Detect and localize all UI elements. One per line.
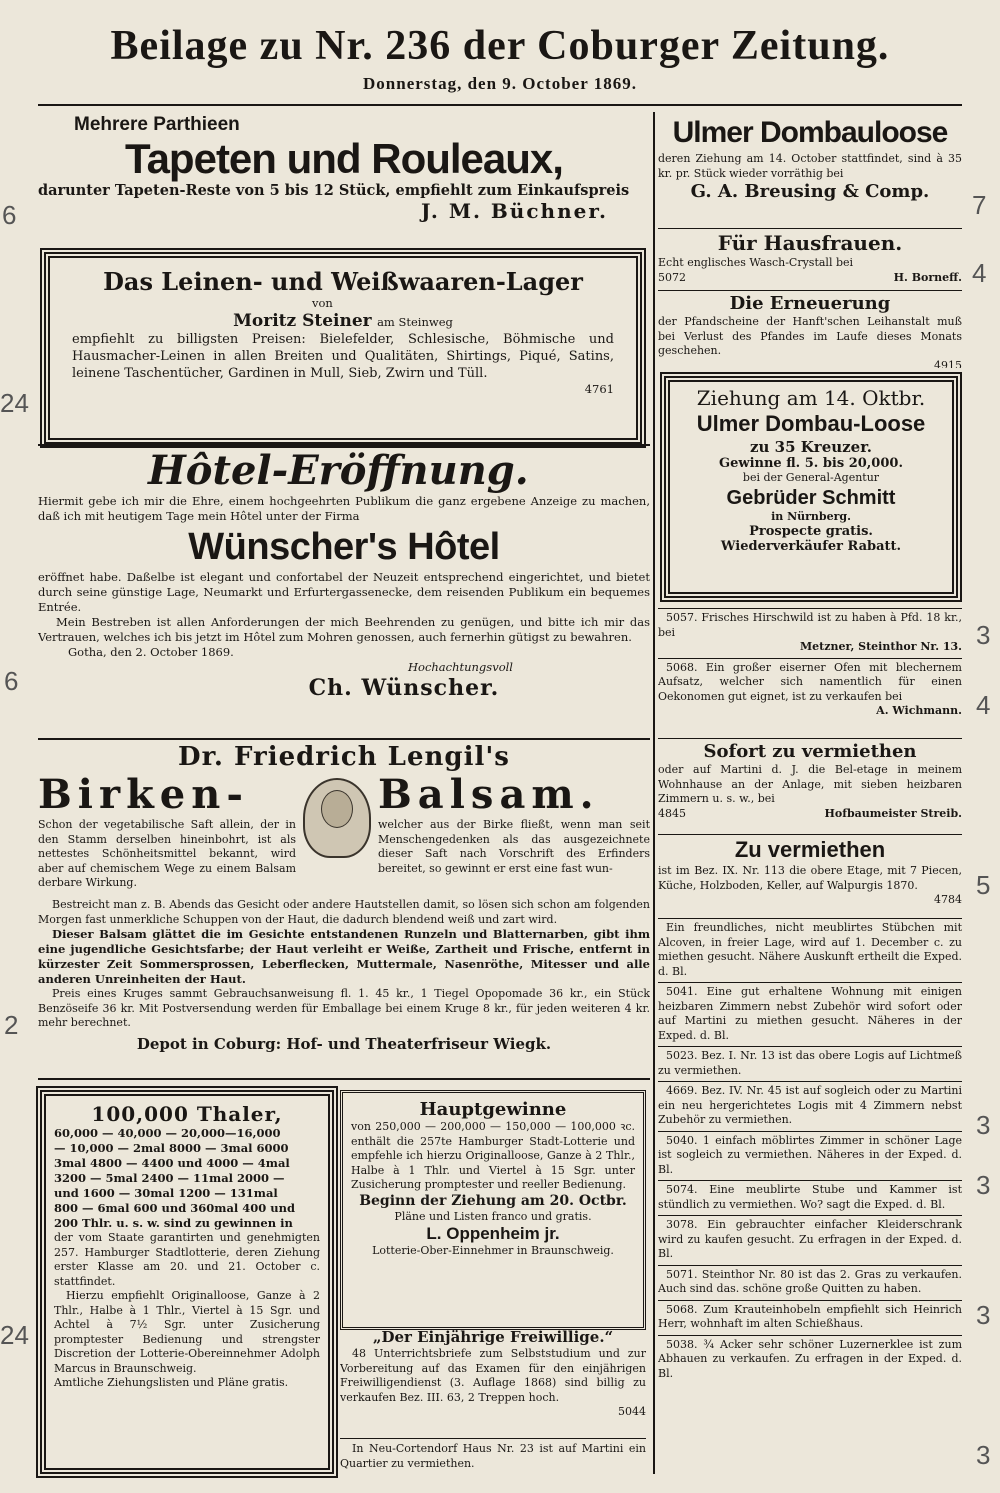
hotel-p1: Hiermit gebe ich mir die Ehre, einem hochgeehrten Publikum die ganz ergebene Anzeige zu machen, daß ich mit heutigem Tage mein Hôtel unter der Firma bbox=[38, 494, 650, 523]
classified-item: 3078. Ein gebrauchter einfacher Kleiderschrank wird zu kaufen gesucht. Zu erfragen in der Exped. d. Bl. bbox=[658, 1218, 962, 1260]
margin-note: 3 bbox=[976, 1170, 991, 1200]
rule bbox=[658, 1265, 962, 1266]
ad-quartier bbox=[340, 1442, 646, 1478]
balsam-right: welcher aus der Birke fließt, wenn man seit Menschengedenken als das ausgezeichnete dieser Saft nach Vorschrift des Erfinders bereitet, so gewinnt er erst eine fast wun- bbox=[378, 818, 650, 875]
balsam-headline: Dr. Friedrich Lengil's bbox=[178, 742, 510, 772]
rule bbox=[658, 290, 962, 291]
margin-note: 3 bbox=[976, 1110, 991, 1140]
tapeten-headline: Tapeten und Rouleaux, bbox=[125, 135, 563, 182]
balsam-p2: Dieser Balsam glättet die im Gesichte entstandenen Runzeln und Blatternarben, gibt ihm eine jugendliche Gesichtsfarbe; der Haut verleiht er Weiße, Zartheit und Frische, entfernt in kürzester Zeit Sommersprossen, Leberflecken, Muttermale, Nasenröthe, Mitesser und alle anderen Unreinheiten der Haut. bbox=[38, 927, 650, 986]
balsam-p3: Preis eines Kruges sammt Gebrauchsanweisung fl. 1. 45 kr., 1 Tiegel Opopomade 36 kr., ein Stück Benzöseife 36 kr. Mit Postversendung werden für Emballage bei einem Kruge 8 kr., für jeden weiteren 4 kr. mehr berechnet. bbox=[38, 987, 650, 1029]
zu-verm-num: 4784 bbox=[934, 893, 962, 906]
masthead-date: Donnerstag, den 9. October 1869. bbox=[363, 74, 637, 93]
hotel-p2: eröffnet habe. Daßelbe ist elegant und confortabel der Neuzeit entsprechend eingerichtet, und bietet durch seine günstige Lage, Neumarkt und Erfurtergassenecke, dem reisenden Publikum ein bequemes Entrée. bbox=[38, 570, 650, 614]
thaler-headline: 100,000 Thaler, bbox=[91, 1102, 283, 1126]
ad-sofort bbox=[658, 740, 962, 832]
right-small-ads bbox=[658, 608, 962, 736]
ziehung-line2: Ulmer Dombau-Loose bbox=[696, 411, 926, 436]
margin-note: 6 bbox=[4, 666, 19, 696]
haupt-body: von 250,000 — 200,000 — 150,000 — 100,000 ꝛc. enthält die 257te Hamburger Stadt-Lotterie und empfehle ich hierzu Originalloose, Ganze à 2 Thlr., Halbe à 1 Thlr. und Viertel à 15 Sgr. unter Zusicherung promptester und reeller Bedienung. bbox=[351, 1120, 635, 1191]
ad-tapeten bbox=[38, 114, 650, 244]
ulmer-body: deren Ziehung am 14. October stattfindet, sind à 35 kr. pr. Stück wieder vorräthig bei bbox=[658, 152, 962, 180]
margin-note: 4 bbox=[972, 258, 987, 288]
classified-item: 5068. Zum Krauteinhobeln empfiehlt sich Heinrich Herr, wohnhaft im alten Schießhaus. bbox=[658, 1302, 962, 1330]
balsam-depot: Depot in Coburg: Hof- und Theaterfriseur Wiegk. bbox=[136, 1034, 552, 1053]
hotel-signature: Ch. Wünscher. bbox=[308, 675, 500, 701]
ad-ziehung bbox=[664, 376, 958, 598]
classified-item: 5040. 1 einfach möblirtes Zimmer in schöner Lage ist sogleich zu vermiethen. Näheres in der Exped. d. Bl. bbox=[658, 1133, 962, 1176]
sofort-body: oder auf Martini d. J. die Bel-etage in meinem Wohnhause an der Anlage, mit sieben heizbaren Zimmern u. s. w., bei bbox=[658, 763, 962, 805]
classified-item: 5074. Eine meublirte Stube und Kammer ist stündlich zu vermiethen. Wo? sagt die Exped. d. Bl. bbox=[658, 1183, 962, 1211]
margin-note: 3 bbox=[976, 1440, 991, 1470]
rule bbox=[658, 1131, 962, 1132]
classified-item: 5038. ¾ Acker sehr schöner Luzernerklee ist zum Abhauen zu verkaufen. Zu erfragen in der Exped. d. Bl. bbox=[658, 1337, 962, 1380]
portrait-image bbox=[296, 772, 378, 858]
sofort-headline: Sofort zu vermiethen bbox=[703, 741, 917, 762]
classified-item: 5071. Steinthor Nr. 80 ist das 2. Gras zu verkaufen. Auch sind das. schöne große Quitten zu haben. bbox=[658, 1267, 962, 1295]
margin-note: 3 bbox=[976, 1300, 991, 1330]
freiwillige-headline: „Der Einjährige Freiwillige.“ bbox=[372, 1328, 614, 1346]
ziehung-line6: Gebrüder Schmitt bbox=[726, 486, 896, 509]
tapeten-seller: J. M. Büchner. bbox=[421, 199, 608, 223]
rule bbox=[658, 1335, 962, 1336]
sofort-num: 4845 bbox=[658, 806, 686, 820]
hausfrauen-headline: Für Hausfrauen. bbox=[717, 231, 903, 255]
thaler-line: 800 — 6mal 600 und 360mal 400 und bbox=[54, 1201, 296, 1215]
thaler-foot: Amtliche Ziehungslisten und Pläne gratis. bbox=[54, 1376, 289, 1389]
hotel-p3: Mein Bestreben ist allen Anforderungen der mich Beehrenden zu genügen, und bitte ich mir das Vertrauen, welches ich bis jetzt im Hôtel zum Mohren genossen, auch fernerhin gütigst zu bewahren. bbox=[38, 615, 650, 644]
ad-balsam bbox=[38, 742, 650, 1076]
rule bbox=[658, 658, 962, 659]
tapeten-line1: Mehrere Parthieen bbox=[74, 114, 240, 135]
margin-note: 3 bbox=[976, 620, 991, 650]
ulmer-seller: G. A. Breusing & Comp. bbox=[690, 181, 930, 202]
haupt-beginn: Beginn der Ziehung am 20. Octbr. bbox=[359, 1192, 627, 1209]
rule bbox=[38, 444, 650, 446]
leinen-von: von bbox=[312, 296, 333, 310]
haupt-plaene: Pläne und Listen franco und gratis. bbox=[394, 1209, 592, 1223]
freiwillige-num: 5044 bbox=[618, 1405, 646, 1418]
small-ad-0-sig: Metzner, Steinthor Nr. 13. bbox=[799, 640, 962, 653]
margin-note: 24 bbox=[0, 1320, 29, 1350]
margin-note: 5 bbox=[976, 870, 991, 900]
ad-leinen bbox=[44, 252, 642, 444]
zu-verm-headline: Zu vermiethen bbox=[734, 837, 886, 862]
ulmer-headline: Ulmer Dombauloose bbox=[672, 116, 948, 149]
haupt-headline: Hauptgewinne bbox=[419, 1099, 567, 1120]
rule bbox=[658, 1046, 962, 1047]
classified-item: 5023. Bez. I. Nr. 13 ist das obere Logis auf Lichtmeß zu vermiethen. bbox=[658, 1049, 962, 1077]
erneuerung-body: der Pfandscheine der Hanft'schen Leihanstalt muß bei Verlust des Pfandes im Laufe dieses Monats geschehen. bbox=[658, 315, 962, 357]
zu-verm-body: ist im Bez. IX. Nr. 113 die obere Etage, mit 7 Piecen, Küche, Holzboden, Keller, auf Walpurgis 1870. bbox=[658, 864, 962, 892]
ziehung-line3: zu 35 Kreuzer. bbox=[750, 438, 872, 456]
thaler-lines bbox=[54, 1126, 320, 1231]
hotel-closing: Hochachtungsvoll bbox=[408, 660, 513, 674]
leinen-headline: Das Leinen- und Weißwaaren-Lager bbox=[103, 267, 583, 296]
thaler-line: 3200 — 5mal 2400 — 11mal 2000 — bbox=[54, 1171, 285, 1185]
margin-note: 7 bbox=[972, 190, 987, 220]
thaler-line: — 10,000 — 2mal 8000 — 3mal 6000 bbox=[54, 1141, 289, 1155]
tapeten-line2: darunter Tapeten-Reste von 5 bis 12 Stück, empfiehlt zum Einkaufspreis bbox=[38, 182, 630, 199]
thaler-line: und 1600 — 30mal 1200 — 131mal bbox=[54, 1186, 278, 1200]
leinen-place: am Steinweg bbox=[377, 315, 453, 329]
balsam-word1: Birken- bbox=[38, 771, 249, 818]
rule bbox=[658, 918, 962, 919]
thaler-body: der vom Staate garantirten und genehmigten 257. Hamburger Stadtlotterie, deren Ziehung erster Klasse am 20. und 21. October c. stattfindet. bbox=[54, 1231, 320, 1288]
ziehung-line5: bei der General-Agentur bbox=[742, 471, 880, 484]
quartier-body: In Neu-Cortendorf Haus Nr. 23 ist auf Martini ein Quartier zu vermiethen. bbox=[340, 1442, 646, 1470]
hotel-dateline: Gotha, den 2. October 1869. bbox=[68, 645, 234, 659]
ziehung-line8: Prospecte gratis. bbox=[749, 524, 873, 539]
classified-item: 5041. Eine gut erhaltene Wohnung mit einigen heizbaren Zimmern nebst Zubehör wird sofort oder auf Martini zu miethen gesucht. Näheres in der Exped. d. Bl. bbox=[658, 985, 962, 1042]
rule bbox=[340, 1438, 646, 1439]
erneuerung-headline: Die Erneuerung bbox=[729, 293, 891, 314]
classified-list bbox=[658, 918, 962, 1478]
ziehung-line4: Gewinne fl. 5. bis 20,000. bbox=[719, 456, 903, 471]
rule bbox=[658, 982, 962, 983]
balsam-p1: Bestreicht man z. B. Abends das Gesicht oder andere Hautstellen damit, so lösen sich schon am folgenden Morgen fast unmerkliche Schuppen von der Haut, die dadurch blendend weiß und zart wird. bbox=[38, 898, 650, 926]
rule bbox=[38, 738, 650, 740]
rule bbox=[658, 1081, 962, 1082]
small-ad-0-text: 5057. Frisches Hirschwild ist zu haben à Pfd. 18 kr., bei bbox=[658, 611, 962, 639]
ad-hotel bbox=[38, 448, 650, 736]
rule bbox=[658, 738, 962, 739]
masthead-title: Beilage zu Nr. 236 der Coburger Zeitung. bbox=[110, 23, 890, 69]
haupt-title: Lotterie-Ober-Einnehmer in Braunschweig. bbox=[372, 1244, 614, 1257]
balsam-word2: Balsam. bbox=[378, 771, 600, 818]
ziehung-line7: in Nürnberg. bbox=[771, 509, 851, 523]
column-rule bbox=[653, 112, 655, 1474]
balsam-left: Schon der vegetabilische Saft allein, der in den Stamm derselben hineinbohrt, ist als nettestes Schönheitsmittel bekannt, wird aber auf chemischem Wege zu einem Balsam derbare Wirkung. bbox=[38, 818, 296, 889]
rule bbox=[38, 1078, 650, 1080]
margin-note: 2 bbox=[4, 1010, 19, 1040]
hausfrauen-seller: H. Borneff. bbox=[893, 270, 962, 284]
sofort-sig: Hofbaumeister Streib. bbox=[824, 806, 962, 820]
leinen-num: 4761 bbox=[584, 382, 614, 396]
small-ad-1-sig: A. Wichmann. bbox=[876, 704, 962, 717]
leinen-name: Moritz Steiner bbox=[233, 311, 372, 331]
ziehung-line1: Ziehung am 14. Oktbr. bbox=[696, 386, 926, 410]
classified-item: 4669. Bez. IV. Nr. 45 ist auf sogleich oder zu Martini ein neu hergerichtetes Logis mit 4 Zimmern nebst Zubehör zu vermiethen. bbox=[658, 1084, 962, 1126]
rule bbox=[658, 1180, 962, 1181]
rule bbox=[658, 228, 962, 229]
ad-zu-vermiethen bbox=[658, 836, 962, 918]
classified-item: Ein freundliches, nicht meublirtes Stübchen mit Alcoven, in freier Lage, wird auf 1. December c. zu miethen gesucht. Nähere Auskunft ertheilt die Exped. d. Bl. bbox=[658, 921, 962, 978]
thaler-body2: Hierzu empfiehlt Originalloose, Ganze à 2 Thlr., Halbe à 1 Thlr., Viertel à 15 Sgr. und Achtel à 7½ Sgr. unter Zusicherung promptester Bedienung und strengster Discretion der Lotterie-Obereinnehmer Adolph Marcus in Braunschweig. bbox=[54, 1289, 320, 1375]
rule bbox=[658, 1300, 962, 1301]
freiwillige-body: 48 Unterrichtsbriefe zum Selbststudium und zur Vorbereitung auf das Examen für den einjährigen Freiwilligendienst (3. Auflage 1868) sind billig zu verkaufen Bez. III. 63, 2 Treppen hoch. bbox=[340, 1347, 646, 1404]
ad-ulmer bbox=[658, 114, 962, 226]
ad-freiwillige bbox=[340, 1328, 646, 1438]
erneuerung-num: 4915 bbox=[934, 358, 962, 368]
hotel-name: Wünscher's Hôtel bbox=[188, 526, 500, 568]
margin-note: 6 bbox=[2, 200, 17, 230]
hausfrauen-body: Echt englisches Wasch-Crystall bei bbox=[658, 256, 854, 269]
thaler-line: 3mal 4800 — 4400 und 4000 — 4mal bbox=[54, 1156, 290, 1170]
hotel-headline: Hôtel-Eröffnung. bbox=[148, 448, 529, 494]
ad-erneuerung bbox=[658, 292, 962, 368]
ad-thaler bbox=[40, 1090, 334, 1474]
rule bbox=[658, 834, 962, 835]
thaler-line: 60,000 — 40,000 — 20,000—16,000 bbox=[54, 1126, 281, 1140]
ad-hausfrauen bbox=[658, 230, 962, 290]
thaler-line: 200 Thlr. u. s. w. sind zu gewinnen in bbox=[54, 1216, 293, 1230]
margin-note: 24 bbox=[0, 388, 29, 418]
ziehung-line9: Wiederverkäufer Rabatt. bbox=[720, 539, 902, 554]
masthead-rule bbox=[38, 104, 962, 106]
haupt-name: L. Oppenheim jr. bbox=[426, 1224, 560, 1243]
margin-note: 4 bbox=[976, 690, 991, 720]
masthead bbox=[40, 22, 960, 94]
leinen-body: empfiehlt zu billigsten Preisen: Bielefelder, Schlesische, Böhmische und Hausmacher-Leinen in allen Breiten und Qualitäten, Shirtings, Piqué, Satins, leinene Taschentücher, Gardinen in Mull, Sieb, Zwirn und Tüll. bbox=[72, 332, 614, 381]
ad-hauptgewinne bbox=[340, 1090, 646, 1330]
rule bbox=[658, 608, 962, 609]
small-ad-1-text: 5068. Ein großer eiserner Ofen mit blechernem Aufsatz, welcher sich namentlich für einen Oekonomen gut eignet, ist zu verkaufen bei bbox=[658, 660, 962, 703]
hausfrauen-num: 5072 bbox=[658, 270, 686, 284]
rule bbox=[658, 1215, 962, 1216]
